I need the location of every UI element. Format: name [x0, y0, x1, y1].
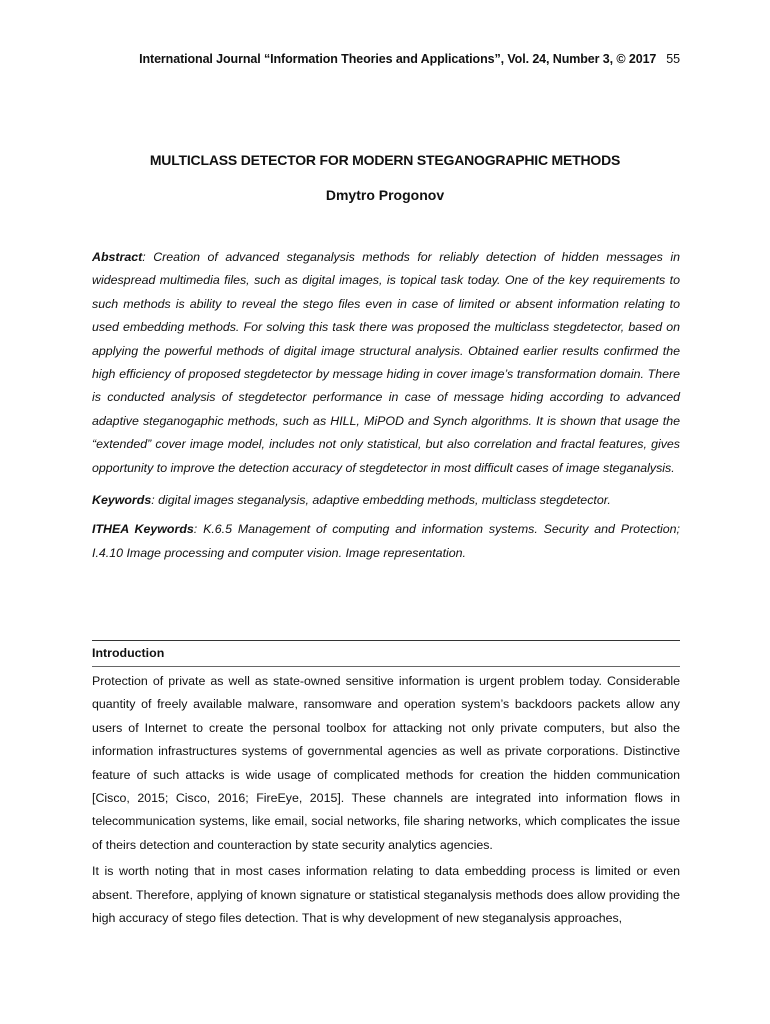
ithea-keywords: [92, 518, 680, 565]
section-divider-bottom: [92, 666, 680, 667]
section-divider-top: [92, 640, 680, 641]
running-header: [0, 52, 680, 66]
page-number: 55: [666, 52, 680, 66]
keywords: [92, 489, 680, 512]
abstract-text: : Creation of advanced steganalysis methods for reliably detection of hidden messages in widespread multimedia files, such as digital images, is topical task today. One of the key requirements to such methods is ability to reveal the stego files even in case of limited or absent information relating to used embedding methods. For solving this task there was proposed the multiclass stegdetector, based on applying the powerful methods of digital image structural analysis. Obtained earlier results confirmed the high efficiency of proposed stegdetector by message hiding in cover image’s transformation domain. There is conducted analysis of stegdetector performance in case of message hiding according to advanced adaptive steganogaphic methods, such as HILL, MiPOD and Synch algorithms. It is shown that usage the “extended” cover image model, includes not only statistical, but also correlation and fractal features, gives opportunity to improve the detection accuracy of stegdetector in most difficult cases of image steganalysis.: [92, 250, 680, 475]
keywords-text: : digital images steganalysis, adaptive embedding methods, multiclass stegdetector.: [151, 493, 611, 508]
journal-citation: International Journal “Information Theories and Applications”, Vol. 24, Number 3, © 2017: [139, 52, 657, 66]
paper-title: MULTICLASS DETECTOR FOR MODERN STEGANOGRAPHIC METHODS: [149, 152, 621, 168]
body-paragraph: Protection of private as well as state-owned sensitive information is urgent problem today. Considerable quantity of freely available malware, ransomware and operation system’s backdoors packets allow any users of Internet to create the personal toolbox for attacking not only private computers, but also the information infrastructures systems of governmental agencies as well as private corporations. Distinctive feature of such attacks is wide usage of complicated methods for creation the hidden communication [Cisco, 2015; Cisco, 2016; FireEye, 2015]. These channels are integrated into information flows in telecommunication systems, like email, social networks, file sharing networks, which complicates the issue of theirs detection and counteraction by state security analytics agencies.: [92, 674, 680, 852]
section-heading: Introduction: [92, 646, 165, 660]
paper-author: Dmytro Progonov: [325, 187, 445, 203]
body-paragraph: It is worth noting that in most cases information relating to data embedding process is limited or even absent. Therefore, applying of known signature or statistical steganalysis methods does allow providing the high accuracy of stego files detection. That is why development of new steganalysis approaches,: [92, 864, 680, 926]
keywords-label: Keywords: [92, 493, 152, 508]
ithea-keywords-label: ITHEA Keywords: [92, 522, 194, 537]
ithea-keywords-text: : K.6.5 Management of computing and information systems. Security and Protection; I.4.10 Image processing and computer vision. Image representation.: [92, 522, 680, 560]
front-matter: [92, 246, 680, 565]
abstract: [92, 246, 680, 480]
introduction-section: [92, 640, 680, 930]
abstract-label: Abstract: [92, 250, 143, 264]
